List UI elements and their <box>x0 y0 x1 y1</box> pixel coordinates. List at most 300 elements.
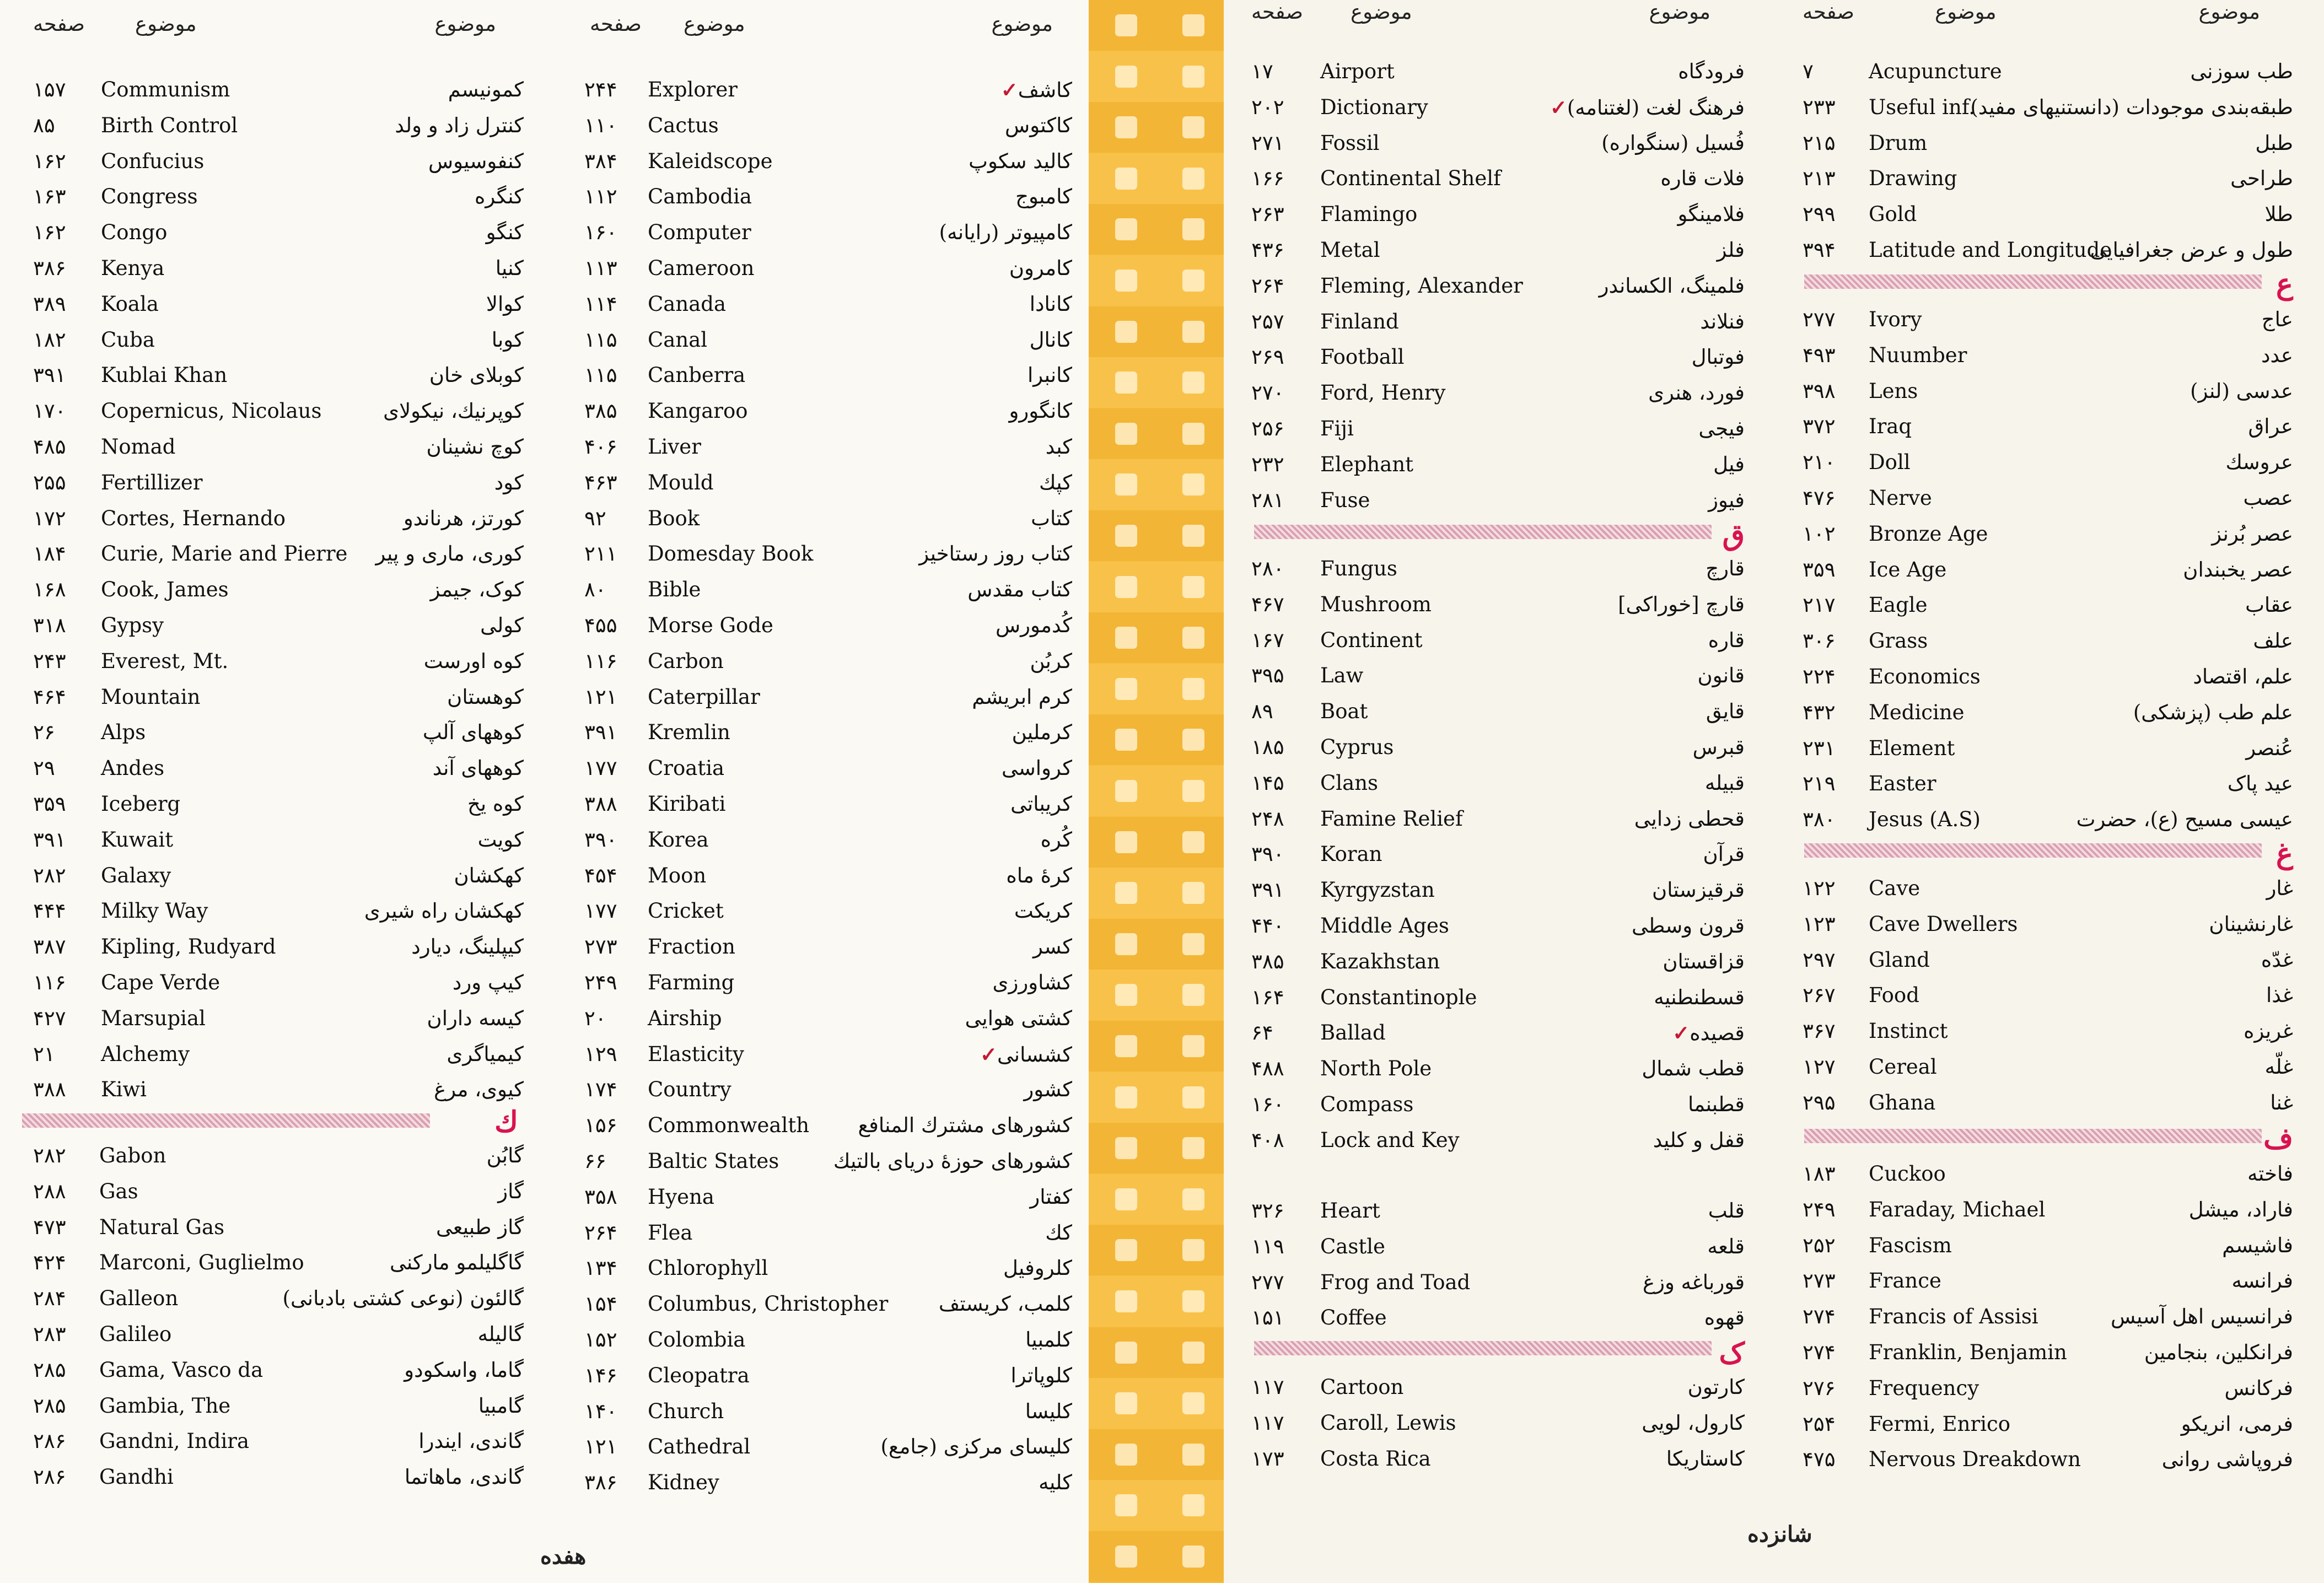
entry-page-number: ۴۴۰ <box>1251 914 1284 938</box>
entry-persian-text: فلات قاره <box>1660 166 1745 191</box>
entry-english: Moon <box>648 863 707 887</box>
entry-persian-text: غنا <box>2270 1090 2293 1114</box>
entry-persian-text: كورى، مارى و پير <box>375 542 524 566</box>
decorative-icon <box>1115 933 1137 955</box>
strip-cell <box>1163 766 1224 816</box>
strip-cell <box>1163 51 1224 102</box>
entry-persian <box>2248 414 2293 438</box>
entry-english: Grass <box>1869 629 1928 653</box>
entry-english: Continental Shelf <box>1320 166 1501 191</box>
entry-english: Fascism <box>1869 1233 1952 1257</box>
entry-persian-text: فرانكلين، بنجامين <box>2144 1340 2293 1364</box>
entry-persian-text: كتاب روز رستاخيز <box>919 542 1072 566</box>
entry-persian <box>1708 488 1745 512</box>
entry-page-number: ۱۸۲ <box>33 327 66 352</box>
entry-english: Compass <box>1320 1092 1414 1116</box>
decorative-icon <box>1115 1086 1137 1108</box>
entry-persian-text: كانبرا <box>1027 363 1072 387</box>
entry-english: Fossil <box>1320 131 1380 155</box>
entry-persian-text: گاگليلمو ماركنى <box>389 1251 524 1275</box>
section-letter: غ <box>2275 837 2293 870</box>
section-letter: ق <box>1722 518 1745 552</box>
entry-persian-text: كوبلاى خان <box>429 363 524 387</box>
entry-persian-text: طبل <box>2255 131 2293 155</box>
entry-page-number: ۴۲۷ <box>33 1006 66 1030</box>
header-page: صفحه <box>33 12 85 36</box>
decorative-icon <box>1115 1494 1137 1516</box>
entry-english: Airship <box>648 1006 722 1030</box>
strip-cell <box>1089 357 1163 408</box>
strip-cell <box>1089 204 1163 255</box>
entry-page-number: ۲۱۷ <box>1803 593 1836 617</box>
entry-page-number: ۳۸۸ <box>33 1078 66 1102</box>
entry-page-number: ۲۵۷ <box>1251 309 1284 333</box>
header-persian-subject: موضوع <box>991 12 1053 36</box>
entry-persian <box>993 971 1072 994</box>
decorative-icon <box>1182 168 1204 190</box>
entry-page-number: ۲۶۳ <box>1251 202 1284 227</box>
entry-persian-text: گاندى، ايندرا <box>418 1429 524 1453</box>
entry-page-number: ۱۶۲ <box>33 220 66 245</box>
entry-persian-text: فلمينگ، الكساندر <box>1599 273 1745 298</box>
entry-page-number: ۱۱۴ <box>584 292 617 316</box>
entry-english: Galaxy <box>101 863 171 887</box>
entry-page-number: ۲۷۷ <box>1803 308 1836 331</box>
strip-cell <box>1089 612 1163 663</box>
entry-persian <box>1045 1221 1072 1245</box>
entry-persian <box>2189 1198 2293 1221</box>
entry-persian-text: كاشف <box>1018 78 1072 102</box>
entry-english: Finland <box>1320 309 1399 333</box>
entry-persian <box>1012 720 1072 744</box>
decorative-icon <box>1115 525 1137 547</box>
entry-persian-text: كوههاى آلپ <box>422 720 524 745</box>
decorative-icon <box>1182 729 1204 751</box>
entry-page-number: ۲۷۳ <box>1803 1269 1836 1293</box>
entry-english: Computer <box>648 220 751 245</box>
entry-persian <box>2228 772 2293 795</box>
entry-page-number: ۲۴۹ <box>584 971 617 994</box>
entry-persian-text: قارچ [خوراكى] <box>1618 592 1745 616</box>
section-divider <box>1804 1129 2262 1143</box>
entry-persian-text: طراحى <box>2230 166 2293 191</box>
section-divider <box>1804 843 2262 858</box>
entry-persian-text: قارچ <box>1706 557 1745 580</box>
entry-persian-text: كلمب، كريستف <box>938 1292 1072 1316</box>
entry-persian-text: كليسا <box>1025 1399 1072 1423</box>
entry-persian-text: عاج <box>2261 308 2293 331</box>
entry-page-number: ۱۲۳ <box>1803 912 1836 936</box>
entry-persian <box>1706 699 1745 723</box>
entry-english: Kiwi <box>101 1078 147 1102</box>
entry-page-number: ۳۹۰ <box>584 827 617 852</box>
entry-persian-text: غريزه <box>2244 1019 2293 1043</box>
entry-persian <box>1705 771 1745 795</box>
entry-persian <box>1046 435 1072 459</box>
strip-cell <box>1089 714 1163 765</box>
entry-english: Chlorophyll <box>648 1256 768 1280</box>
entry-page-number: ۶۴ <box>1251 1021 1273 1045</box>
entry-english: Baltic States <box>648 1149 779 1173</box>
entry-english: Doll <box>1869 450 1911 475</box>
entry-page-number: ۱۵۷ <box>33 78 66 101</box>
entry-english: Middle Ages <box>1320 914 1449 938</box>
entry-persian-text: فروپاشى روانى <box>2161 1447 2293 1472</box>
strip-cell <box>1089 51 1163 102</box>
entry-persian <box>1970 95 2293 119</box>
entry-persian <box>1643 1270 1745 1294</box>
entry-persian-text: كرملين <box>1012 720 1072 745</box>
decorative-icon <box>1115 831 1137 853</box>
entry-english: Cuba <box>101 327 155 352</box>
strip-cell <box>1089 306 1163 357</box>
entry-persian <box>1030 649 1073 673</box>
entry-persian <box>1700 310 1745 333</box>
entry-english: Medicine <box>1869 700 1965 724</box>
entry-persian-text: فاخته <box>2247 1162 2293 1186</box>
entry-page-number: ۲۹ <box>33 756 55 780</box>
entry-persian-text: فركانس <box>2224 1376 2293 1400</box>
entry-persian <box>965 1006 1072 1030</box>
entry-page-number: ۲۵۲ <box>1803 1233 1836 1257</box>
entry-page-number: ۱۰۲ <box>1803 521 1836 546</box>
entry-english: Caterpillar <box>648 685 760 709</box>
entry-page-number: ۴۰۸ <box>1251 1128 1284 1152</box>
entry-page-number: ۱۶۷ <box>1251 628 1284 652</box>
entry-persian-text: كلوپاترا <box>1010 1363 1072 1387</box>
entry-persian-text: فُسيل (سنگواره) <box>1601 131 1745 155</box>
entry-persian <box>2246 736 2293 760</box>
decorative-icon <box>1182 678 1204 700</box>
entry-english: Domesday Book <box>648 542 814 566</box>
decorative-icon <box>1182 1086 1204 1108</box>
section-letter: ع <box>2275 267 2293 301</box>
strip-cell <box>1089 1123 1163 1173</box>
entry-english: Cave <box>1869 876 1920 900</box>
entry-english: Koala <box>101 292 159 316</box>
entry-persian <box>2181 1412 2293 1436</box>
entry-page-number: ۱۲۹ <box>584 1042 617 1066</box>
entry-persian-text: عدد <box>2261 343 2293 367</box>
entry-persian-text: كشسانى <box>997 1042 1072 1067</box>
entry-english: Cathedral <box>648 1435 751 1459</box>
strip-cell <box>1163 612 1224 663</box>
entry-persian <box>1031 507 1072 530</box>
entry-page-number: ۱۱۰ <box>584 113 617 137</box>
entry-page-number: ۱۷۷ <box>584 899 617 923</box>
entry-persian-text: قصيده <box>1690 1021 1745 1046</box>
entry-page-number: ۲۸۶ <box>33 1429 66 1453</box>
entry-page-number: ۳۹۱ <box>33 363 66 387</box>
entry-persian <box>2261 343 2293 367</box>
entry-page-number: ۱۴۶ <box>584 1363 617 1387</box>
entry-persian-text: كپك <box>1039 470 1072 494</box>
entry-page-number: ۲۷۳ <box>584 935 617 959</box>
entry-english: Canal <box>648 327 708 352</box>
decorative-icon <box>1115 1035 1137 1057</box>
entry-page-number: ۲۸۵ <box>33 1393 66 1418</box>
entry-persian <box>1706 557 1745 580</box>
entry-english: Galileo <box>99 1322 172 1346</box>
entry-persian-text: كشورهاى حوزهٔ درياى بالتيك <box>833 1149 1072 1173</box>
decorative-icon <box>1182 882 1204 904</box>
entry-persian <box>2090 238 2293 262</box>
entry-persian-text: قلعه <box>1707 1234 1745 1258</box>
entry-persian <box>1697 664 1745 687</box>
entry-persian-text: كيپ ورد <box>452 971 524 994</box>
entry-page-number: ۱۶۰ <box>1251 1092 1284 1116</box>
strip-cell <box>1163 1072 1224 1123</box>
entry-english: Cuckoo <box>1869 1162 1946 1186</box>
decorative-icon <box>1115 780 1137 802</box>
entry-page-number: ۲۹۷ <box>1803 947 1836 972</box>
decorative-icon <box>1115 729 1137 751</box>
entry-page-number: ۲۰ <box>584 1006 606 1030</box>
strip-cell <box>1163 919 1224 970</box>
entry-english: Explorer <box>648 78 738 101</box>
entry-persian <box>283 1286 524 1310</box>
entry-persian-text: كوهستان <box>447 685 524 709</box>
entry-english: Canada <box>648 292 727 316</box>
entry-persian <box>1693 735 1745 759</box>
entry-persian <box>858 1113 1072 1137</box>
entry-english: Fuse <box>1320 488 1370 512</box>
entry-persian <box>1003 1256 1072 1280</box>
entry-persian-text: قزاقستان <box>1663 949 1745 973</box>
entry-english: France <box>1869 1269 1941 1293</box>
entry-page-number: ۲۴۳ <box>33 649 66 673</box>
entry-persian <box>1025 1328 1072 1352</box>
strip-cell <box>1163 562 1224 612</box>
entry-page-number: ۱۷۲ <box>33 506 66 530</box>
entry-persian <box>1708 628 1745 652</box>
entry-english: Cortes, Hernando <box>101 506 286 530</box>
entry-page-number: ۲۷۷ <box>1251 1270 1284 1294</box>
entry-page-number: ۲۹۵ <box>1803 1090 1836 1114</box>
entry-persian <box>478 828 524 852</box>
entry-persian-text: فاشيسم <box>2222 1233 2293 1257</box>
entry-page-number: ۲۷۴ <box>1803 1340 1836 1364</box>
decorative-icon <box>1182 473 1204 496</box>
entry-persian <box>2230 166 2293 190</box>
entry-persian <box>1688 1375 1745 1399</box>
entry-persian <box>996 613 1072 637</box>
entry-persian <box>1642 1057 1745 1080</box>
entry-persian-text: كلروفيل <box>1003 1256 1072 1280</box>
entry-persian <box>1009 256 1072 280</box>
entry-page-number: ۳۵۹ <box>1803 557 1836 581</box>
entry-english: Coffee <box>1320 1306 1387 1330</box>
entry-persian-text: قبيله <box>1704 771 1745 795</box>
entry-page-number: ۲۱۹ <box>1803 772 1836 796</box>
strip-cell <box>1163 1174 1224 1225</box>
entry-english: Clans <box>1320 771 1379 795</box>
entry-persian-text: كُدمورس <box>995 613 1072 637</box>
entry-page-number: ۳۵۸ <box>584 1184 617 1209</box>
entry-persian <box>486 292 524 316</box>
entry-english: Airport <box>1320 60 1395 83</box>
entry-english: Costa Rica <box>1320 1446 1431 1471</box>
strip-cell <box>1089 766 1163 816</box>
entry-persian <box>467 792 524 816</box>
entry-page-number: ۱۱۲ <box>584 185 617 209</box>
entry-english: Easter <box>1869 772 1936 796</box>
checkmark-icon: ✓ <box>1000 78 1018 102</box>
entry-english: Croatia <box>648 756 725 780</box>
entry-persian-text: كربُن <box>1030 649 1072 673</box>
strip-cell <box>1163 510 1224 561</box>
entry-persian-text: غارنشينان <box>2209 912 2293 936</box>
entry-persian-text: كوچ نشينان <box>426 435 524 459</box>
entry-english: Ice Age <box>1869 557 1947 581</box>
entry-page-number: ۱۸۳ <box>1803 1162 1836 1186</box>
entry-page-number: ۷ <box>1803 60 1814 83</box>
decorative-icon <box>1182 66 1204 88</box>
entry-english: Castle <box>1320 1234 1385 1258</box>
strip-cell <box>1089 817 1163 868</box>
entry-page-number: ۱۷۷ <box>584 756 617 780</box>
entry-page-number: ۶۶ <box>584 1149 606 1173</box>
section-letter: ك <box>494 1105 518 1139</box>
entry-persian-text: طول و عرض جغرافيايى <box>2090 238 2293 262</box>
entry-page-number: ۴۶۴ <box>33 685 66 709</box>
entry-persian-text: كارتون <box>1687 1375 1745 1399</box>
entry-english: Gas <box>99 1179 138 1203</box>
entry-english: Mould <box>648 470 714 494</box>
entry-english: Flea <box>648 1220 693 1245</box>
decorative-icon <box>1182 831 1204 853</box>
entry-page-number: ۳۸۵ <box>1251 949 1284 973</box>
decorative-icon <box>1182 1546 1204 1568</box>
entry-english: Caroll, Lewis <box>1320 1410 1456 1435</box>
entry-english: Franklin, Benjamin <box>1869 1340 2067 1364</box>
entry-page-number: ۳۸۹ <box>33 292 66 316</box>
entry-page-number: ۴۳۶ <box>1251 238 1284 262</box>
entry-persian <box>833 1149 1072 1173</box>
header-page: صفحه <box>590 12 642 36</box>
entry-english: Cave Dwellers <box>1869 912 2018 936</box>
entry-page-number: ۲۸۸ <box>33 1179 66 1203</box>
entry-persian <box>2244 1019 2293 1043</box>
decorative-icon <box>1182 1494 1204 1516</box>
header-english-subject: موضوع <box>1351 0 1412 24</box>
entry-persian-text: فيوز <box>1708 488 1745 512</box>
entry-page-number: ۲۷۱ <box>1251 131 1284 155</box>
entry-page-number: ۲۷۶ <box>1803 1376 1836 1400</box>
entry-english: North Pole <box>1320 1057 1432 1081</box>
decorative-icon <box>1115 1290 1137 1312</box>
entry-page-number: ۱۳۴ <box>584 1256 617 1280</box>
entry-persian <box>2212 522 2293 546</box>
entry-persian <box>1014 899 1072 923</box>
entry-persian-text: علف <box>2253 629 2293 653</box>
strip-cell <box>1163 970 1224 1020</box>
entry-persian-text: غار <box>2266 876 2293 900</box>
decorative-icon <box>1182 218 1204 240</box>
entry-persian-text: فلز <box>1717 238 1745 262</box>
entry-english: Mushroom <box>1320 592 1432 616</box>
entry-english: Cactus <box>648 113 719 137</box>
header-persian-subject: موضوع <box>1649 0 1710 24</box>
entry-page-number: ۲۸۴ <box>33 1286 66 1311</box>
entry-persian <box>475 185 524 208</box>
entry-persian-text: كك <box>1045 1220 1072 1245</box>
entry-english: Cameroon <box>648 256 755 280</box>
entry-english: Flamingo <box>1320 202 1418 227</box>
entry-persian <box>2076 807 2293 831</box>
entry-persian <box>1006 864 1072 887</box>
entry-persian-text: كانادا <box>1029 292 1072 316</box>
strip-cell <box>1163 817 1224 868</box>
entry-persian-text: كانگورو <box>1009 399 1072 423</box>
entry-english: Commonwealth <box>648 1113 810 1138</box>
section-divider <box>1254 525 1712 539</box>
entry-persian-text: عروسك <box>2225 450 2293 475</box>
entry-english: Elasticity <box>648 1042 744 1066</box>
decorative-icon <box>1182 1035 1204 1057</box>
entry-page-number: ۱۶۰ <box>584 220 617 245</box>
entry-english: Natural Gas <box>99 1215 225 1239</box>
section-letter: ف <box>2263 1122 2293 1155</box>
entry-page-number: ۳۹۸ <box>1803 379 1836 403</box>
strip-cell <box>1163 714 1224 765</box>
entry-persian <box>1601 131 1745 155</box>
entry-page-number: ۲۶۴ <box>584 1220 617 1245</box>
entry-english: Copernicus, Nicolaus <box>101 399 322 423</box>
entry-english: Kidney <box>648 1471 719 1495</box>
entry-persian-text: كنترل زاد و ولد <box>395 113 524 137</box>
entry-page-number: ۱۵۲ <box>584 1328 617 1352</box>
entry-english: Korea <box>648 827 709 852</box>
entry-english: Ford, Henry <box>1320 381 1446 405</box>
decorative-icon <box>1182 525 1204 547</box>
decorative-icon <box>1115 116 1137 138</box>
entry-page-number: ۱۱۷ <box>1251 1410 1284 1435</box>
decorative-icon <box>1182 321 1204 343</box>
entry-english: Kublai Khan <box>101 363 228 387</box>
entry-persian <box>2262 308 2293 331</box>
entry-english: Gandhi <box>99 1465 174 1489</box>
entry-persian <box>423 720 524 744</box>
entry-english: Everest, Mt. <box>101 649 229 673</box>
entry-english: Hyena <box>648 1184 714 1209</box>
entry-page-number: ۲۴۹ <box>1803 1197 1836 1221</box>
entry-persian-text: كولى <box>480 613 524 637</box>
entry-persian <box>418 1429 524 1453</box>
entry-persian <box>395 114 524 137</box>
entry-persian <box>1024 1078 1072 1101</box>
entry-english: Metal <box>1320 238 1380 262</box>
entry-page-number: ۴۵۵ <box>584 613 617 637</box>
entry-persian-text: قفل و كليد <box>1653 1128 1745 1152</box>
entry-persian-text: كرواسى <box>1001 756 1072 780</box>
entry-english: Ballad <box>1320 1021 1386 1045</box>
strip-cell <box>1163 1429 1224 1480</box>
decorative-icon <box>1115 1188 1137 1210</box>
entry-persian-text: كريباتى <box>1010 792 1072 816</box>
entry-persian-text: كانال <box>1029 327 1072 352</box>
entry-persian <box>2244 486 2294 510</box>
entry-page-number: ۳۹۴ <box>1803 238 1836 262</box>
decorative-icon <box>1182 780 1204 802</box>
entry-persian <box>967 578 1072 601</box>
entry-english: Curie, Marie and Pierre <box>101 542 348 566</box>
entry-persian <box>1015 185 1072 208</box>
page-number-footer: شانزده <box>1747 1521 1812 1547</box>
strip-cell <box>1163 1123 1224 1173</box>
entry-persian <box>427 1006 524 1030</box>
entry-page-number: ۱۷ <box>1251 60 1273 83</box>
